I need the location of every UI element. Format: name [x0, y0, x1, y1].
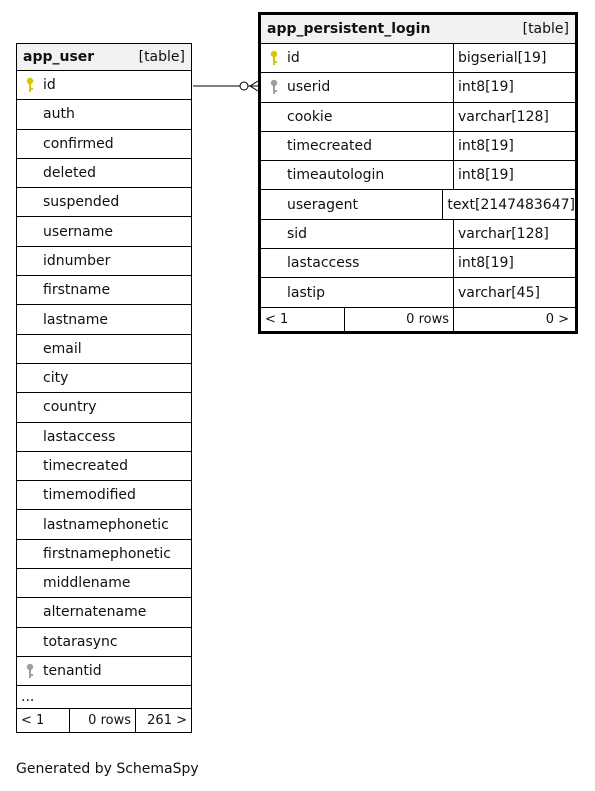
column-name-cell [17, 510, 191, 538]
column-name-cell [261, 103, 454, 131]
foreign-key-icon [26, 663, 34, 679]
column-name: firstname [43, 282, 111, 299]
column-name: timecreated [43, 458, 128, 474]
primary-key-icon [270, 50, 278, 66]
column-type: varchar[128] [458, 108, 549, 125]
column-row-id[interactable] [261, 44, 575, 73]
column-row-country[interactable] [17, 393, 191, 422]
table-app-persistent-login[interactable] [258, 12, 578, 334]
column-name-cell [17, 276, 191, 304]
column-name-cell [261, 44, 454, 72]
column-name-cell [261, 278, 454, 306]
column-name: auth [43, 106, 75, 123]
column-row-alternatename[interactable] [17, 598, 191, 627]
column-name: totarasync [43, 633, 118, 650]
column-name: id [43, 77, 56, 94]
crowfoot-lower [250, 86, 258, 91]
column-name-cell [17, 247, 191, 275]
column-row-confirmed[interactable] [17, 130, 191, 159]
column-name: useragent [287, 196, 358, 213]
column-name-cell [17, 100, 191, 128]
column-name: id [287, 50, 300, 67]
column-type: int8[19] [458, 167, 514, 184]
column-row-email[interactable] [17, 335, 191, 364]
row-count: 0 rows [70, 709, 136, 732]
column-name-cell [17, 628, 191, 656]
table-footer [17, 709, 191, 732]
key-slot [261, 79, 287, 95]
column-row-firstnamephonetic[interactable] [17, 540, 191, 569]
column-name-cell [17, 657, 191, 685]
column-row-username[interactable] [17, 217, 191, 246]
column-name-cell [17, 130, 191, 158]
column-type: int8[19] [458, 79, 514, 96]
column-name: lastip [287, 284, 326, 301]
column-name-cell [17, 335, 191, 363]
column-name: sid [287, 225, 308, 242]
table-kind: [table] [138, 49, 185, 65]
column-name-cell [17, 452, 191, 480]
column-list [261, 44, 575, 308]
column-name: suspended [43, 194, 120, 211]
table-header [17, 44, 191, 71]
column-list [17, 71, 191, 686]
column-row-lastname[interactable] [17, 305, 191, 334]
table-header [261, 15, 575, 44]
column-row-deleted[interactable] [17, 159, 191, 188]
column-name-cell [17, 217, 191, 245]
children-count: 0 > [545, 311, 569, 327]
column-row-timecreated[interactable] [17, 452, 191, 481]
column-row-tenantid[interactable] [17, 657, 191, 686]
table-name: app_user [23, 49, 95, 65]
row-count: 0 rows [345, 308, 454, 331]
column-name: lastname [43, 311, 108, 328]
children-count: 261 > [147, 713, 187, 729]
column-row-lastaccess[interactable] [17, 423, 191, 452]
column-type: text[2147483647] [447, 196, 575, 213]
parents-count: < 1 [261, 308, 345, 331]
column-name: firstnamephonetic [43, 545, 171, 562]
column-type: varchar[128] [458, 225, 549, 242]
column-name: city [43, 370, 69, 387]
table-app-user[interactable] [16, 43, 192, 733]
generated-by-text: Generated by SchemaSpy [16, 761, 199, 777]
column-name: email [43, 340, 82, 357]
column-name: lastnamephonetic [43, 516, 169, 533]
column-name-cell [17, 188, 191, 216]
column-row-cookie[interactable] [261, 103, 575, 132]
column-row-lastnamephonetic[interactable] [17, 510, 191, 539]
foreign-key-icon [270, 79, 278, 95]
column-type: bigserial[19] [458, 50, 547, 67]
column-row-auth[interactable] [17, 100, 191, 129]
column-row-lastaccess[interactable] [261, 249, 575, 278]
zero-cardinality-circle [240, 82, 248, 90]
column-name: lastaccess [43, 428, 116, 445]
column-name: cookie [287, 108, 333, 125]
column-name-cell [17, 540, 191, 568]
table-name: app_persistent_login [267, 21, 431, 37]
column-name-cell [261, 161, 454, 189]
column-type: varchar[45] [458, 284, 540, 301]
column-name-cell [261, 190, 443, 218]
column-row-timeautologin[interactable] [261, 161, 575, 190]
column-name: deleted [43, 165, 96, 182]
column-name-cell [261, 132, 454, 160]
column-name-cell [17, 481, 191, 509]
column-name-cell [17, 305, 191, 333]
key-slot [17, 77, 43, 93]
parents-count: < 1 [17, 709, 70, 732]
table-kind: [table] [522, 21, 569, 37]
column-row-lastip[interactable] [261, 278, 575, 307]
column-name: lastaccess [287, 255, 360, 272]
column-name-cell [17, 364, 191, 392]
table-footer [261, 308, 575, 331]
column-name-cell [17, 423, 191, 451]
column-name: timemodified [43, 487, 136, 504]
column-name: timecreated [287, 138, 372, 155]
column-name-cell [17, 569, 191, 597]
column-row-timemodified[interactable] [17, 481, 191, 510]
column-name: tenantid [43, 663, 102, 680]
column-name: timeautologin [287, 167, 385, 184]
key-slot [261, 50, 287, 66]
column-row-id[interactable] [17, 71, 191, 100]
key-slot [17, 663, 43, 679]
column-row-city[interactable] [17, 364, 191, 393]
column-name-cell [17, 71, 191, 99]
column-name-cell [261, 249, 454, 277]
column-row-sid[interactable] [261, 220, 575, 249]
column-name-cell [17, 598, 191, 626]
column-name-cell [261, 220, 454, 248]
column-row-useragent[interactable] [261, 190, 575, 219]
column-name-cell [17, 393, 191, 421]
column-name: userid [287, 79, 331, 96]
column-row-userid[interactable] [261, 73, 575, 102]
column-name: alternatename [43, 604, 147, 621]
column-name-cell [261, 73, 454, 101]
column-type: int8[19] [458, 138, 514, 155]
column-row-firstname[interactable] [17, 276, 191, 305]
crowfoot-upper [250, 81, 258, 86]
more-columns-ellipsis: ... [17, 686, 191, 709]
column-row-middlename[interactable] [17, 569, 191, 598]
column-row-totarasync[interactable] [17, 628, 191, 657]
column-name: idnumber [43, 252, 111, 269]
column-name: country [43, 399, 97, 416]
column-row-suspended[interactable] [17, 188, 191, 217]
column-name: confirmed [43, 135, 114, 152]
column-type: int8[19] [458, 255, 514, 272]
column-name: username [43, 223, 113, 240]
column-row-idnumber[interactable] [17, 247, 191, 276]
column-name: middlename [43, 575, 131, 592]
column-row-timecreated[interactable] [261, 132, 575, 161]
primary-key-icon [26, 77, 34, 93]
column-name-cell [17, 159, 191, 187]
